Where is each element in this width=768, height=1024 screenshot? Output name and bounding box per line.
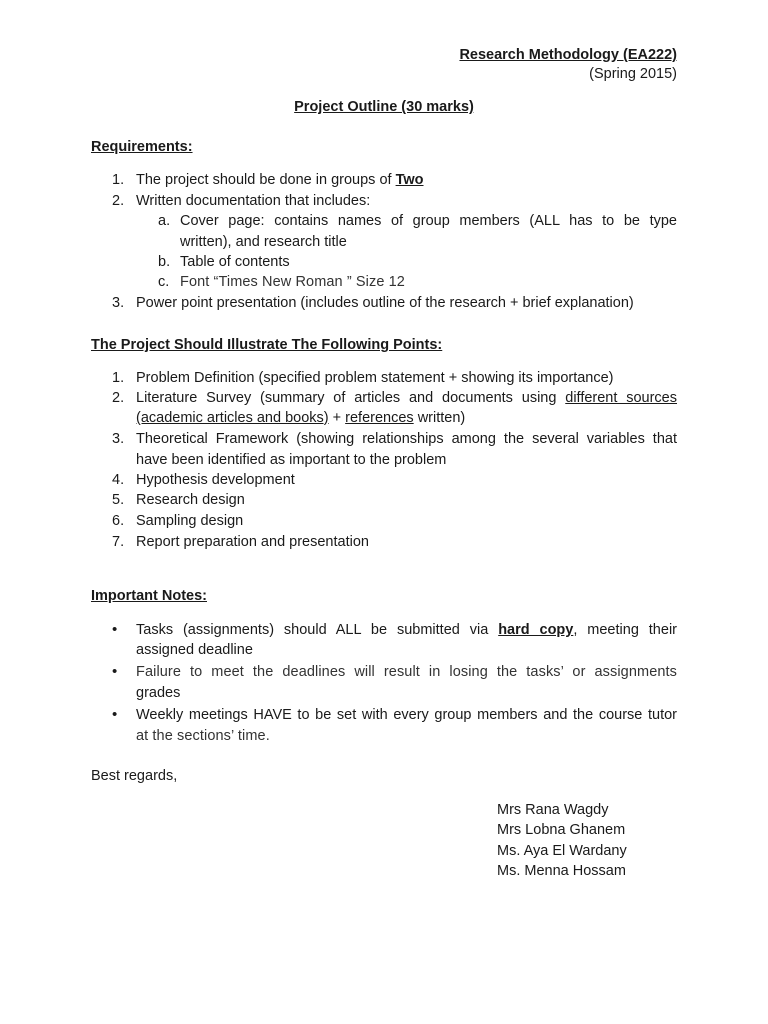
point-5-number: 5. xyxy=(112,492,125,508)
page-title: Project Outline (30 marks) xyxy=(294,99,474,115)
req-2c-text: Font “Times New Roman ” Size 12 xyxy=(180,274,405,290)
note-1-post: , meeting their xyxy=(573,622,677,638)
course-term: (Spring 2015) xyxy=(589,66,677,82)
note-1-pre: Tasks (assignments) should ALL be submitted via xyxy=(136,622,499,638)
point-2-number: 2. xyxy=(112,390,125,406)
signature-name: Mrs Lobna Ghanem xyxy=(497,822,626,839)
notes-heading: Important Notes: xyxy=(91,588,207,604)
point-2-plus: + xyxy=(328,410,346,426)
point-4-number: 4. xyxy=(112,472,125,488)
req-2a-line2: written), and research title xyxy=(180,234,347,250)
point-6-text: Sampling design xyxy=(136,513,244,529)
point-5-text: Research design xyxy=(136,492,245,508)
point-4-text: Hypothesis development xyxy=(136,472,295,488)
req-2b-text: Table of contents xyxy=(180,254,290,270)
signature-name: Mrs Rana Wagdy xyxy=(497,802,609,818)
point-2-line1 xyxy=(136,388,677,408)
note-2-bullet: • xyxy=(112,663,118,680)
requirements-heading: Requirements: xyxy=(91,139,193,155)
point-1-text: Problem Definition (specified problem statement + showing its importance) xyxy=(136,370,614,386)
point-2-text: Literature Survey (summary of articles and documents using xyxy=(136,390,566,406)
point-7-number: 7. xyxy=(112,534,125,550)
note-1-line1 xyxy=(136,620,677,640)
point-2-sources-link: different sources xyxy=(565,390,677,406)
note-3-line2: at the sections’ time. xyxy=(136,728,270,744)
point-6-number: 6. xyxy=(112,513,125,529)
req-2b-label: b. xyxy=(158,254,171,270)
note-2-line2: grades xyxy=(136,685,181,701)
note-3-bullet: • xyxy=(112,706,118,723)
req-1-number: 1. xyxy=(112,172,125,188)
note-1-bullet: • xyxy=(112,621,118,638)
point-2-references-link: references xyxy=(345,410,414,426)
req-2-text: Written documentation that includes: xyxy=(136,193,371,209)
course-title: Research Methodology (EA222) xyxy=(459,47,677,63)
note-1-line2: assigned deadline xyxy=(136,642,253,658)
signature-name: Ms. Aya El Wardany xyxy=(497,842,627,859)
req-2c-label: c. xyxy=(158,274,170,290)
signature-name: Ms. Menna Hossam xyxy=(497,862,626,879)
note-3-line1: Weekly meetings HAVE to be set with every group members and the course tutor xyxy=(136,707,677,723)
points-heading: The Project Should Illustrate The Following Points: xyxy=(91,337,443,353)
note-1-emphasis: hard copy xyxy=(498,622,574,638)
note-2-line1: Failure to meet the deadlines will result in losing the tasks’ or assignments xyxy=(136,664,677,680)
req-1-label: The project should be done in groups of xyxy=(136,172,396,188)
req-1-emphasis: Two xyxy=(395,172,424,188)
closing-text: Best regards, xyxy=(91,768,178,784)
req-2a-line1: Cover page: contains names of group members (ALL has to be type xyxy=(180,213,677,229)
signature-block xyxy=(497,800,627,881)
req-2-number: 2. xyxy=(112,193,125,209)
req-1-text xyxy=(136,170,677,190)
point-2-end: written) xyxy=(413,410,466,426)
point-1-number: 1. xyxy=(112,370,125,386)
req-3-text: Power point presentation (includes outline of the research + brief explanation) xyxy=(136,295,634,311)
req-3-number: 3. xyxy=(112,295,125,311)
point-7-text: Report preparation and presentation xyxy=(136,534,369,550)
point-3-line1: Theoretical Framework (showing relationships among the several variables that xyxy=(136,431,677,447)
point-2-academic-link: (academic articles and books) xyxy=(136,410,329,426)
point-3-line2: have been identified as important to the problem xyxy=(136,452,447,468)
point-2-line2 xyxy=(136,408,677,428)
req-2a-label: a. xyxy=(158,213,171,229)
point-3-number: 3. xyxy=(112,431,125,447)
